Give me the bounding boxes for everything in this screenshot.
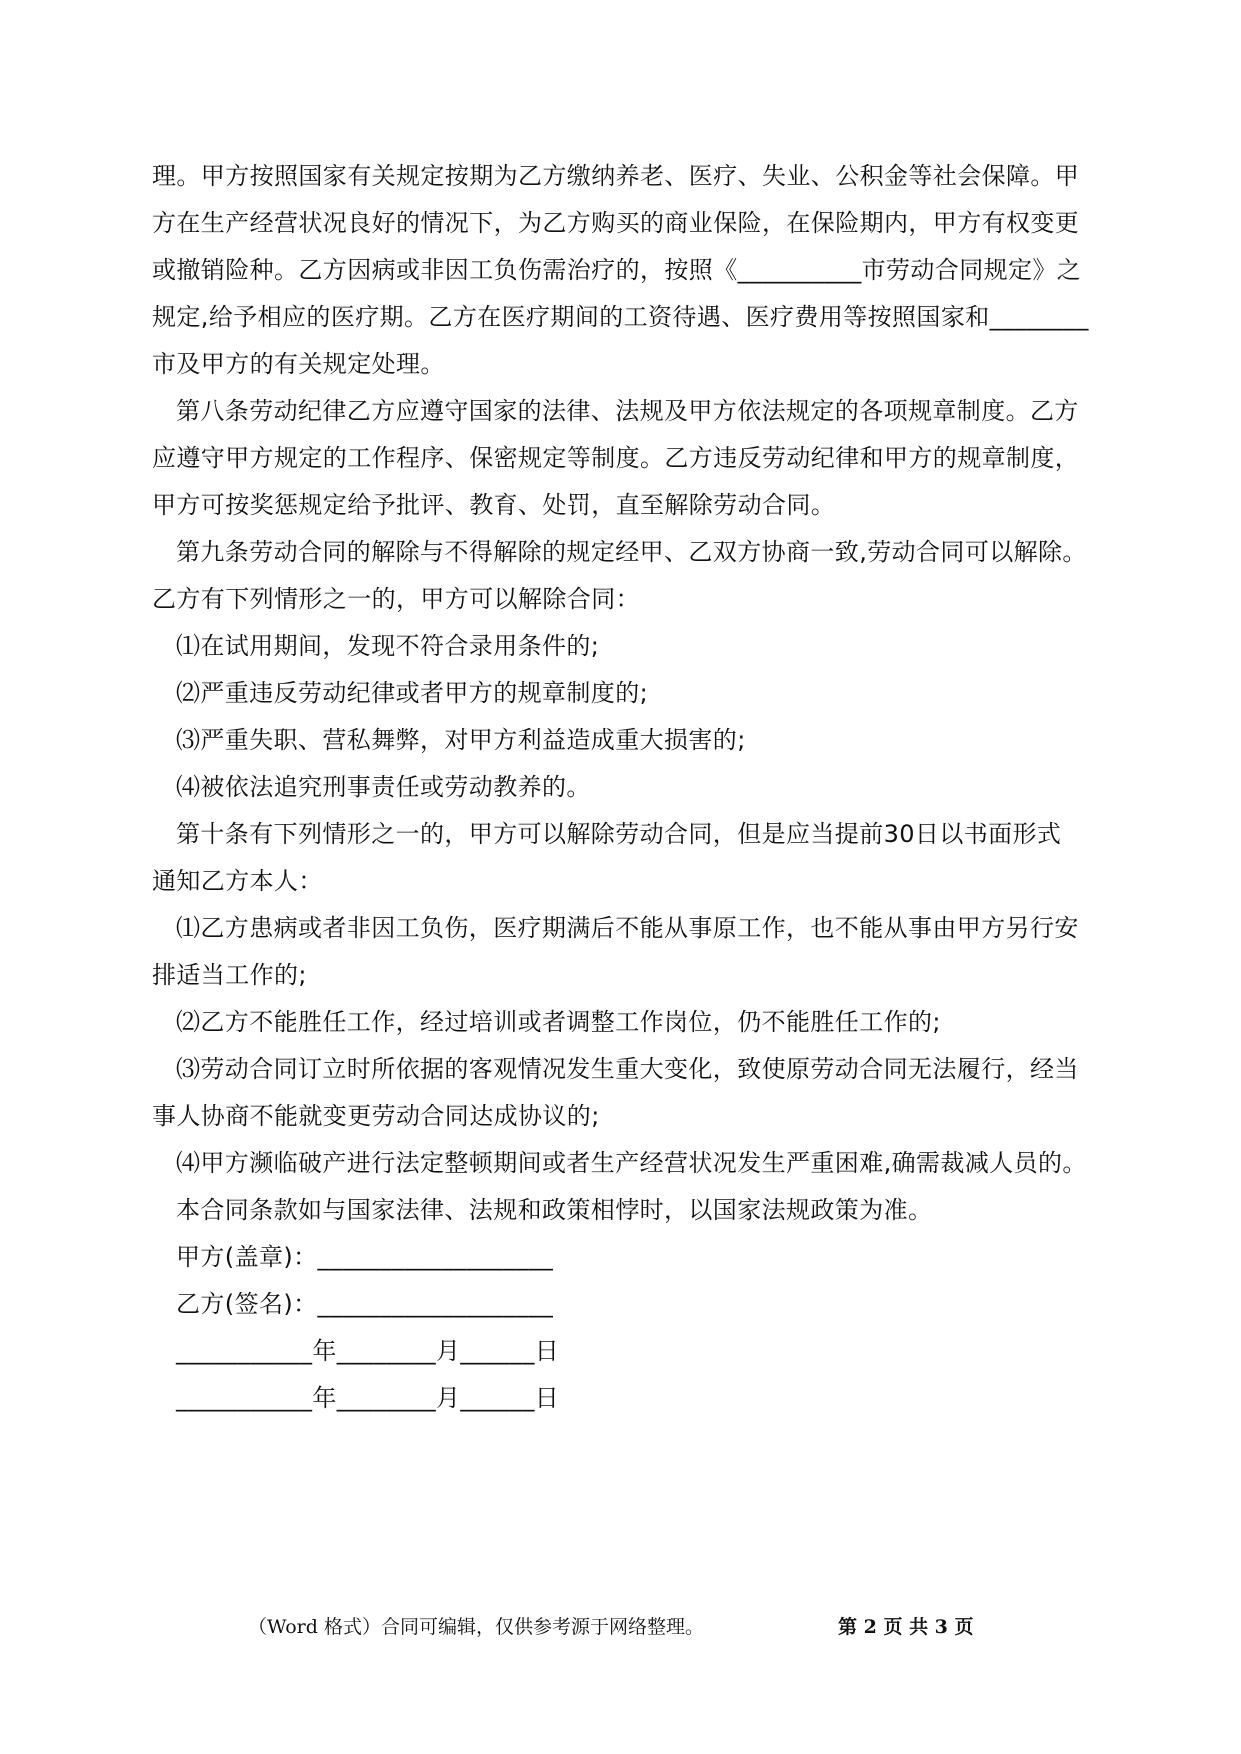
article-8-line-2: 应遵守甲方规定的工作程序、保密规定等制度。乙方违反劳动纪律和甲方的规章制度， xyxy=(152,444,1080,472)
article-10-item-3-line-2: 事人协商不能就变更劳动合同达成协议的; xyxy=(152,1102,600,1130)
paragraph-line-3: 或撤销险种。乙方因病或非因工负伤需治疗的，按照《__________市劳动合同规定》之 xyxy=(152,256,1082,284)
article-9-item-3: ⑶严重失职、营私舞弊，对甲方利益造成重大损害的; xyxy=(176,726,746,754)
article-8-line-3: 甲方可按奖惩规定给予批评、教育、处罚，直至解除劳动合同。 xyxy=(152,491,836,519)
article-8-line-1: 第八条劳动纪律乙方应遵守国家的法律、法规及甲方依法规定的各项规章制度。乙方 xyxy=(176,397,1079,425)
party-a-seal-line: 甲方(盖章)：___________________ xyxy=(176,1243,554,1271)
paragraph-line-2: 方在生产经营状况良好的情况下，为乙方购买的商业保险，在保险期内，甲方有权变更 xyxy=(152,209,1080,237)
party-b-signature-line: 乙方(签名)：___________________ xyxy=(176,1290,554,1318)
article-10-item-2: ⑵乙方不能胜任工作，经过培训或者调整工作岗位，仍不能胜任工作的; xyxy=(176,1008,941,1036)
paragraph-line-4: 规定,给予相应的医疗期。乙方在医疗期间的工资待遇、医疗费用等按照国家和________ xyxy=(152,303,1089,331)
article-10-item-3-line-1: ⑶劳动合同订立时所依据的客观情况发生重大变化，致使原劳动合同无法履行，经当 xyxy=(176,1055,1079,1083)
date-line-1: ___________年________月______日 xyxy=(176,1337,560,1365)
article-10-line-1: 第十条有下列情形之一的，甲方可以解除劳动合同，但是应当提前30日以书面形式 xyxy=(176,820,1062,848)
article-10-item-1-line-1: ⑴乙方患病或者非因工负伤，医疗期满后不能从事原工作，也不能从事由甲方另行安 xyxy=(176,914,1079,942)
article-9-item-4: ⑷被依法追究刑事责任或劳动教养的。 xyxy=(176,773,591,801)
date-line-2: ___________年________月______日 xyxy=(176,1384,560,1412)
article-9-line-2: 乙方有下列情形之一的，甲方可以解除合同： xyxy=(152,585,640,613)
article-9-item-1: ⑴在试用期间，发现不符合录用条件的; xyxy=(176,632,600,660)
article-10-item-1-line-2: 排适当工作的; xyxy=(152,961,307,989)
article-10-item-4: ⑷甲方濒临破产进行法定整顿期间或者生产经营状况发生严重困难,确需裁减人员的。 xyxy=(176,1149,1087,1177)
page-indicator: 第 2 页 共 3 页 xyxy=(838,1616,974,1638)
footer-note: （Word 格式）合同可编辑，仅供参考源于网络整理。 xyxy=(248,1616,704,1638)
paragraph-line-5: 市及甲方的有关规定处理。 xyxy=(152,350,445,378)
article-10-line-2: 通知乙方本人： xyxy=(152,867,323,895)
closing-clause: 本合同条款如与国家法律、法规和政策相悖时，以国家法规政策为准。 xyxy=(176,1196,933,1224)
article-9-item-2: ⑵严重违反劳动纪律或者甲方的规章制度的; xyxy=(176,679,649,707)
article-9-line-1: 第九条劳动合同的解除与不得解除的规定经甲、乙双方协商一致,劳动合同可以解除。 xyxy=(176,538,1087,566)
paragraph-line-1: 理。甲方按照国家有关规定按期为乙方缴纳养老、医疗、失业、公积金等社会保障。甲 xyxy=(152,162,1080,190)
